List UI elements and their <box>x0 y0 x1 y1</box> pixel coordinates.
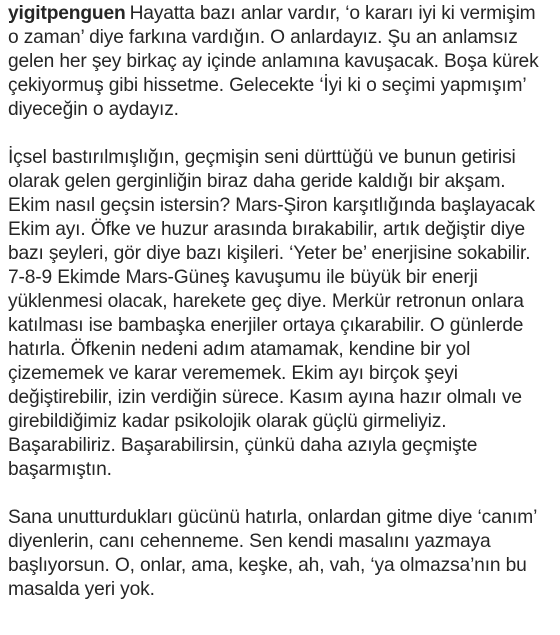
username-link[interactable]: yigitpenguen <box>8 3 126 24</box>
caption-line: çizememek ve karar verememek. Ekim ayı birçok şeyi <box>8 363 458 384</box>
caption-line: diyenlerin, canı cehenneme. Sen kendi masalını yazmaya <box>8 531 491 552</box>
caption-line: yüklenmesi olacak, harekete geç diye. Merkür retronun onlara <box>8 291 524 312</box>
caption-line: hatırla. Öfkenin nedeni adım atamamak, kendine bir yol <box>8 339 471 360</box>
caption-line <box>8 2 554 26</box>
caption-line: Ekim ayı. Öfke ve huzur arasında bırakabilir, artık değiştir diye <box>8 219 526 240</box>
caption-line: gelen her şey birkaç ay içinde anlamına kavuşacak. Boşa kürek <box>8 51 539 72</box>
caption-paragraph-1 <box>8 2 554 122</box>
caption-line: başarmıştın. <box>8 459 112 480</box>
caption-line: diyeceğin o aydayız. <box>8 99 179 120</box>
caption-line: katılması ise bambaşka enerjiler ortaya çıkarabilir. O günlerde <box>8 315 524 336</box>
caption-line: bazı şeyleri, gör diye bazı kişileri. ‘Yeter be’ enerjisine sokabilir. <box>8 243 531 264</box>
caption-line: Başarabiliriz. Başarabilirsin, çünkü daha azıyla geçmişte <box>8 435 478 456</box>
caption-line: İçsel bastırılmışlığın, geçmişin seni dürttüğü ve bunun getirisi <box>8 147 516 168</box>
caption-line: olarak gelen gerginliğin biraz daha geride kaldığı bir akşam. <box>8 171 506 192</box>
caption-paragraph-2 <box>8 146 554 482</box>
caption-line: başlıyorsun. O, onlar, ama, keşke, ah, vah, ‘ya olmazsa’nın bu <box>8 555 527 576</box>
caption-line: o zaman’ diye farkına vardığın. O anlardayız. Şu an anlamsız <box>8 27 518 48</box>
caption-line: değiştirebilir, izin verdiğin sürece. Kasım ayına hazır olmalı ve <box>8 387 522 408</box>
caption-paragraph-3 <box>8 506 554 602</box>
caption-line: Ekim nasıl geçsin istersin? Mars-Şiron karşıtlığında başlayacak <box>8 195 535 216</box>
caption-line: çekiyormuş gibi hissetme. Gelecekte ‘İyi ki o seçimi yapmışım’ <box>8 75 527 96</box>
caption-line: Sana unutturdukları gücünü hatırla, onlardan gitme diye ‘canım’ <box>8 507 538 528</box>
caption-line: 7-8-9 Ekimde Mars-Güneş kavuşumu ile büyük bir enerji <box>8 267 478 288</box>
caption-line: masalda yeri yok. <box>8 579 155 600</box>
caption-line: girebildiğimiz kadar psikolojik olarak güçlü girmeliyiz. <box>8 411 447 432</box>
caption-text: Hayatta bazı anlar vardır, ‘o kararı iyi ki vermişim <box>129 3 536 24</box>
